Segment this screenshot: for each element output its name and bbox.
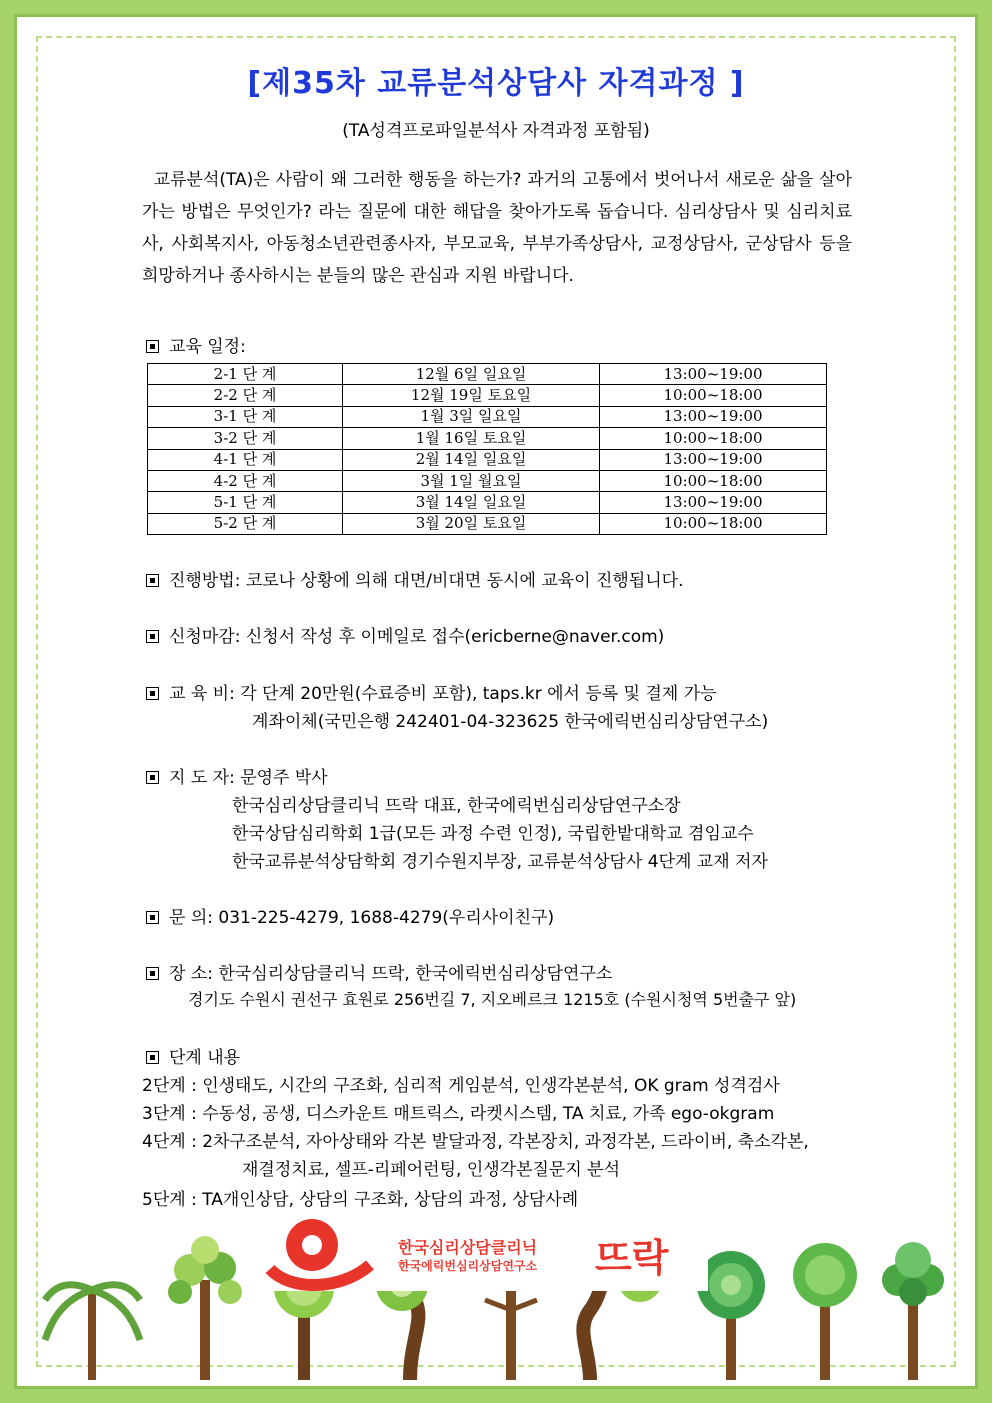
logo-line-1: 한국심리상담클리닉: [398, 1238, 538, 1257]
venue-name: 장 소: 한국심리상담클리닉 뜨락, 한국에릭번심리상담연구소: [169, 964, 613, 984]
fee-text: 교 육 비: 각 단계 20만원(수료증비 포함), taps.kr 에서 등록 및 결제 가능: [169, 684, 717, 704]
bullet-icon: [146, 340, 159, 353]
date-cell: 3월 20일 토요일: [343, 513, 600, 534]
instructor-detail-3: 한국교류분석상담학회 경기수원지부장, 교류분석상담사 4단계 교재 저자: [232, 852, 768, 872]
table-row: [148, 449, 827, 470]
time-cell: 13:00~19:00: [600, 406, 827, 427]
bullet-icon: [146, 967, 159, 980]
tree-icon: [882, 1242, 944, 1380]
stage-cell: 3-2 단 계: [148, 428, 343, 449]
time-cell: 10:00~18:00: [600, 385, 827, 406]
stage-cell: 2-1 단 계: [148, 364, 343, 385]
date-cell: 2월 14일 일요일: [343, 449, 600, 470]
tree-icon: [45, 1285, 140, 1380]
table-row: [148, 364, 827, 385]
stage-cell: 5-1 단 계: [148, 492, 343, 513]
instructor-line: [146, 763, 328, 788]
intro-text: 교류분석(TA)은 사람이 왜 그러한 행동을 하는가? 과거의 고통에서 벗어나서 새로운 삶을 살아가는 방법은 무엇인가? 라는 질문에 대한 해답을 찾아가도록 돕습니다. 심리상담사 및 심리치료사, 사회복지사, 아동청소년관련종사자, 부모교육, 부부가족상담사, 교정상담사, 군상담사 등을 희망하거나 종사하시는 분들의 많은 관심과 지원 바랍니다.: [142, 170, 852, 286]
inquiry-text: 문 의: 031-225-4279, 1688-4279(우리사이친구): [169, 908, 555, 928]
table-row: [148, 492, 827, 513]
method-line: [146, 566, 684, 591]
page-subtitle: (TA성격프로파일분석사 자격과정 포함됨): [342, 121, 650, 141]
table-row: [148, 406, 827, 427]
tree-icon: [168, 1236, 242, 1380]
schedule-heading: [146, 332, 246, 357]
venue-line: [146, 959, 612, 984]
date-cell: 12월 6일 일요일: [343, 364, 600, 385]
time-cell: 10:00~18:00: [600, 428, 827, 449]
bullet-icon: [146, 687, 159, 700]
stage-cell: 5-2 단 계: [148, 513, 343, 534]
stage-cell: 2-2 단 계: [148, 385, 343, 406]
date-cell: 12월 19일 토요일: [343, 385, 600, 406]
venue-address: 경기도 수원시 권선구 효원로 256번길 7, 지오베르크 1215호 (수원시청역 5번출구 앞): [188, 990, 797, 1009]
instructor-name: 지 도 자: 문영주 박사: [169, 768, 328, 788]
stage-cell: 4-2 단 계: [148, 470, 343, 491]
bullet-icon: [146, 911, 159, 924]
fee-line: [146, 679, 717, 704]
date-cell: 1월 3일 일요일: [343, 406, 600, 427]
method-text: 진행방법: 코로나 상황에 의해 대면/비대면 동시에 교육이 진행됩니다.: [169, 571, 684, 591]
logo-brand: 뜨락: [595, 1236, 669, 1280]
time-cell: 10:00~18:00: [600, 513, 827, 534]
page-title: [제35차 교류분석상담사 자격과정 ]: [247, 66, 745, 101]
stage-4-cont: 재결정치료, 셀프-리페어런팅, 인생각본질문지 분석: [242, 1160, 621, 1180]
fee-account: 계좌이체(국민은행 242401-04-323625 한국에릭번심리상담연구소): [252, 712, 769, 732]
stage-3: 3단계 : 수동성, 공생, 디스카운트 매트릭스, 라켓시스템, TA 치료, 가족 ego-okgram: [142, 1104, 775, 1124]
bullet-icon: [146, 771, 159, 784]
time-cell: 13:00~19:00: [600, 364, 827, 385]
contents-heading: [146, 1043, 240, 1068]
bullet-icon: [146, 574, 159, 587]
contents-label: 단계 내용: [169, 1048, 241, 1068]
table-row: [148, 428, 827, 449]
schedule-label: 교육 일정:: [169, 337, 246, 357]
date-cell: 3월 1일 월요일: [343, 470, 600, 491]
time-cell: 13:00~19:00: [600, 449, 827, 470]
schedule-table: [147, 363, 827, 535]
time-cell: 13:00~19:00: [600, 492, 827, 513]
stage-5: 5단계 : TA개인상담, 상담의 구조화, 상담의 과정, 상담사례: [142, 1190, 579, 1210]
date-cell: 3월 14일 일요일: [343, 492, 600, 513]
instructor-detail-2: 한국상담심리학회 1급(모든 과정 수련 인정), 국립한밭대학교 겸임교수: [232, 824, 754, 844]
tree-icon: [793, 1243, 857, 1380]
intro-paragraph: [142, 164, 852, 292]
stage-cell: 3-1 단 계: [148, 406, 343, 427]
table-row: [148, 385, 827, 406]
logo-line-2: 한국에릭번심리상담연구소: [398, 1259, 538, 1273]
time-cell: 10:00~18:00: [600, 470, 827, 491]
deadline-line: [146, 622, 664, 647]
clinic-logo: [250, 1215, 708, 1291]
bullet-icon: [146, 630, 159, 643]
instructor-detail-1: 한국심리상담클리닉 뜨락 대표, 한국에릭번심리상담연구소장: [232, 796, 681, 816]
stage-cell: 4-1 단 계: [148, 449, 343, 470]
stage-2: 2단계 : 인생태도, 시간의 구조화, 심리적 게임분석, 인생각본분석, OK gram 성격검사: [142, 1076, 780, 1096]
deadline-text: 신청마감: 신청서 작성 후 이메일로 접수(ericberne@naver.com): [169, 627, 665, 647]
table-row: [148, 470, 827, 491]
inquiry-line: [146, 903, 554, 928]
table-row: [148, 513, 827, 534]
date-cell: 1월 16일 토요일: [343, 428, 600, 449]
stage-4: 4단계 : 2차구조분석, 자아상태와 각본 발달과정, 각본장치, 과정각본, 드라이버, 축소각본,: [142, 1132, 809, 1152]
bullet-icon: [146, 1051, 159, 1064]
